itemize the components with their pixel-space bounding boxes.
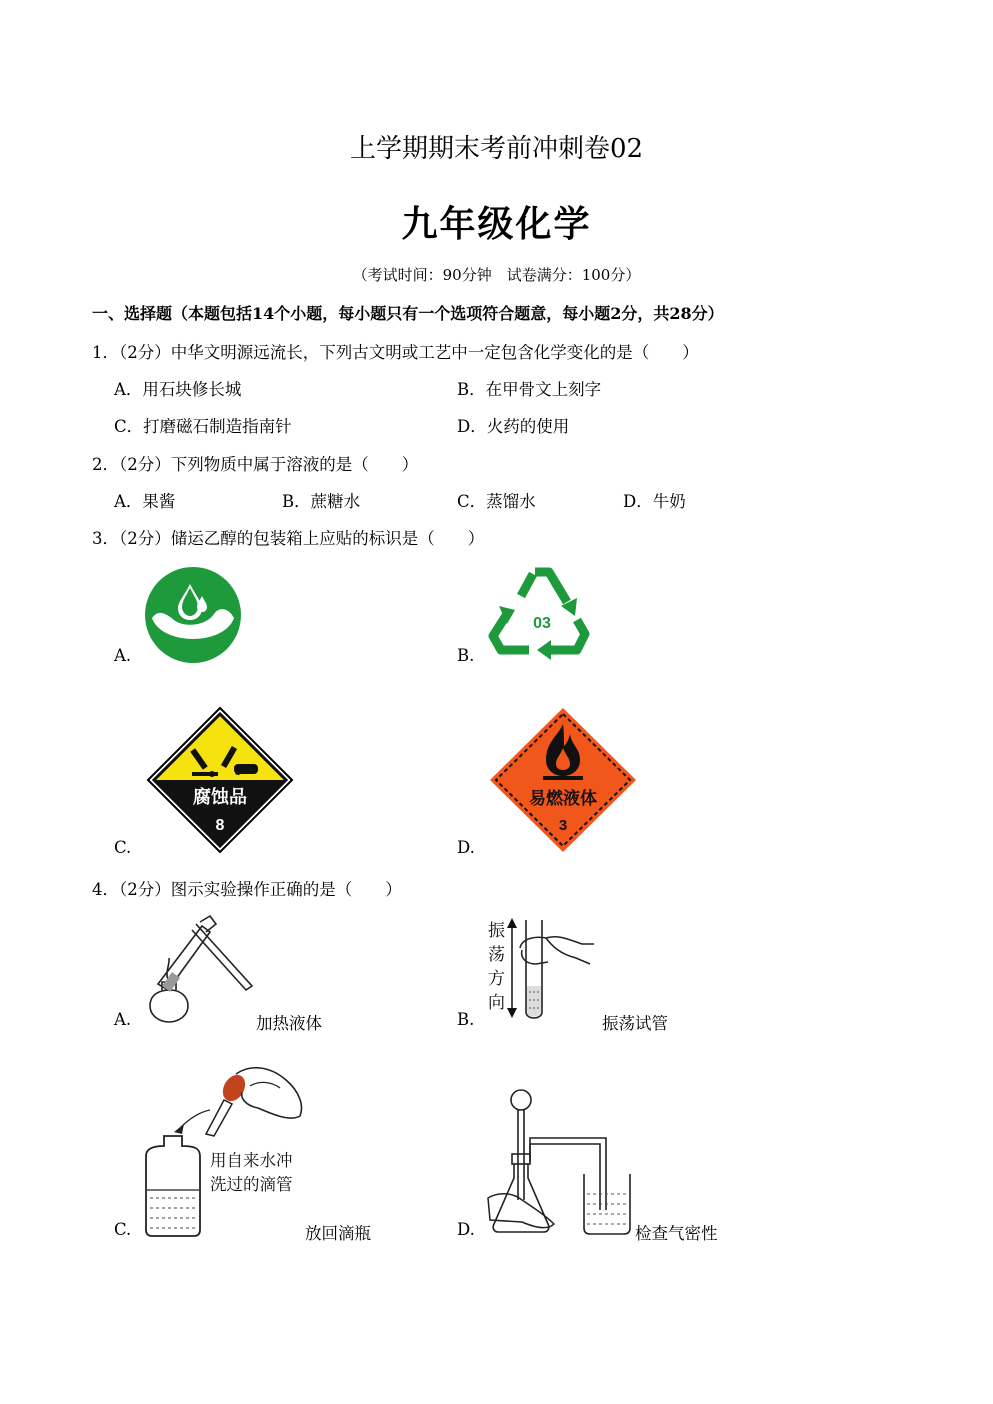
q1-option-b: B．在甲骨文上刻字 <box>457 380 602 399</box>
water-saving-sign-icon <box>144 566 242 664</box>
question-3-stem: 3．（2分）储运乙醇的包装箱上应贴的标识是（ ） <box>92 529 485 548</box>
exam-info: （考试时间：90分钟 试卷满分：100分） <box>352 266 641 284</box>
q4-option-d-letter: D. <box>457 1220 475 1239</box>
q1-option-c: C．打磨磁石制造指南针 <box>114 417 292 436</box>
q2-option-a: A．果酱 <box>114 492 176 511</box>
q4-caption-c: 放回滴瓶 <box>305 1224 371 1243</box>
section-title: 一、选择题（本题包括14个小题，每小题只有一个选项符合题意，每小题2分，共28分） <box>92 304 724 323</box>
q3-option-b-letter: B. <box>457 646 475 665</box>
dropper-note-line2: 洗过的滴管 <box>210 1175 293 1194</box>
q4-option-c-letter: C. <box>114 1220 132 1239</box>
airtightness-check-illustration <box>488 1088 638 1236</box>
q4-caption-b: 振荡试管 <box>602 1014 668 1033</box>
heating-liquid-illustration <box>140 914 260 1026</box>
flammable-liquid-sign-icon <box>488 706 638 854</box>
q4-caption-d: 检查气密性 <box>635 1224 718 1243</box>
corrosive-sign-icon <box>146 706 294 854</box>
q3-option-c-letter: C. <box>114 838 132 857</box>
shake-label-char-2: 荡 <box>488 945 505 965</box>
shake-label-char-3: 方 <box>488 969 505 989</box>
q1-option-d: D．火药的使用 <box>457 417 570 436</box>
q3-option-a-letter: A. <box>114 646 132 665</box>
subject-title: 九年级化学 <box>401 203 592 245</box>
corrosive-label: 腐蚀品 <box>193 787 247 808</box>
corrosive-number: 8 <box>215 817 225 834</box>
q2-option-b: B．蔗糖水 <box>282 492 361 511</box>
recycling-sign-icon <box>487 562 597 662</box>
q2-option-c: C．蒸馏水 <box>457 492 536 511</box>
q4-option-b-letter: B. <box>457 1010 475 1029</box>
q4-caption-a: 加热液体 <box>256 1014 322 1033</box>
shaking-test-tube-illustration <box>486 914 602 1028</box>
shake-label-char-1: 振 <box>488 921 505 941</box>
q4-option-a-letter: A. <box>114 1010 132 1029</box>
recycling-number: 03 <box>533 615 551 632</box>
paper-title: 上学期期末考前冲刺卷02 <box>349 134 644 164</box>
return-dropper-illustration <box>140 1056 310 1240</box>
q1-option-a: A．用石块修长城 <box>114 380 242 399</box>
q2-option-d: D．牛奶 <box>623 492 686 511</box>
shake-label-char-4: 向 <box>488 993 505 1013</box>
question-2-stem: 2．（2分）下列物质中属于溶液的是（ ） <box>92 455 419 474</box>
flammable-label: 易燃液体 <box>529 789 597 809</box>
q3-option-d-letter: D. <box>457 838 475 857</box>
dropper-note-line1: 用自来水冲 <box>210 1151 293 1170</box>
flammable-number: 3 <box>558 817 568 834</box>
question-1-stem: 1．（2分）中华文明源远流长，下列古文明或工艺中一定包含化学变化的是（ ） <box>92 343 699 362</box>
question-4-stem: 4．（2分）图示实验操作正确的是（ ） <box>92 880 402 899</box>
